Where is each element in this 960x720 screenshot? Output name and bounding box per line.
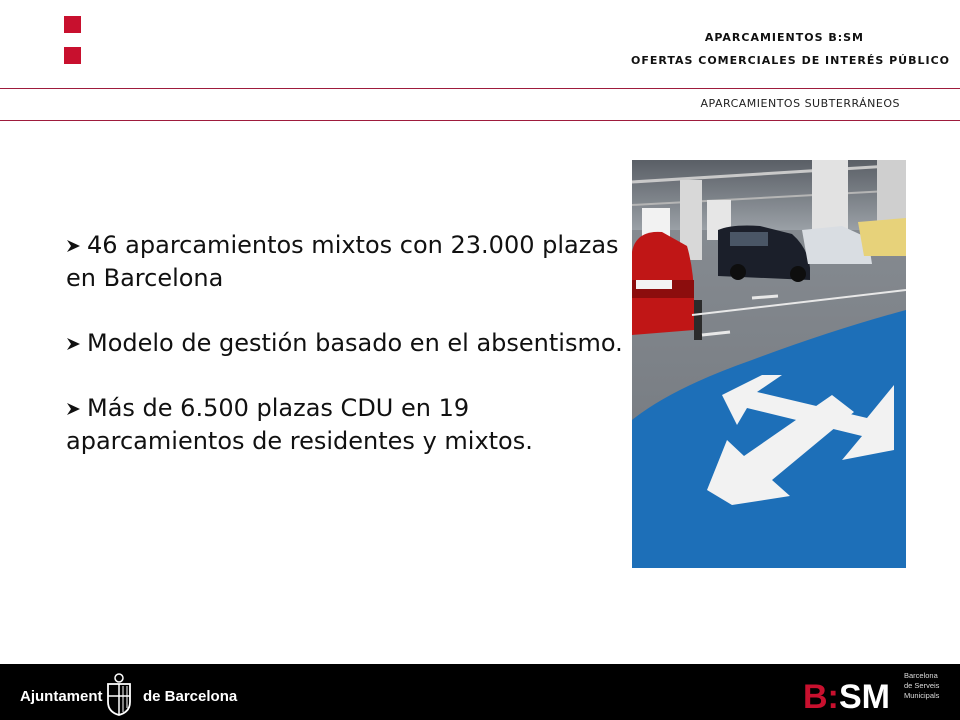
bsm-line-1: Barcelona	[904, 671, 938, 680]
parking-garage-photo	[632, 160, 906, 568]
bsm-line-2: de Serveis	[904, 681, 940, 690]
logo-square-bottom	[64, 47, 81, 64]
header-rule-bottom	[0, 120, 960, 121]
header-subtitle: OFERTAS COMERCIALES DE INTERÉS PÚBLICO	[630, 54, 950, 67]
bsm-logo	[803, 678, 895, 712]
section-title: APARCAMIENTOS SUBTERRÁNEOS	[700, 97, 900, 110]
arrow-bullet-icon	[66, 402, 81, 416]
arrow-bullet-icon	[66, 239, 81, 253]
arrow-bullet-icon	[66, 337, 81, 351]
header-rule-top	[0, 88, 960, 89]
bullet-list	[66, 229, 626, 490]
de-barcelona-text: de Barcelona	[143, 688, 238, 705]
header-title: APARCAMIENTOS B:SM	[704, 31, 864, 44]
bullet-item	[66, 392, 626, 458]
svg-text:B:: B:	[803, 678, 839, 712]
logo-square-top	[64, 16, 81, 33]
bullet-item	[66, 229, 626, 295]
bullet-text: Más de 6.500 plazas CDU en 19 aparcamientos de residentes y mixtos.	[66, 394, 533, 455]
bullet-text: Modelo de gestión basado en el absentismo.	[87, 329, 623, 357]
bsm-logo-text: SM	[839, 678, 890, 712]
barcelona-crest-icon	[102, 672, 136, 716]
ajuntament-text: Ajuntament	[20, 688, 103, 705]
bullet-text: 46 aparcamientos mixtos con 23.000 plazas en Barcelona	[66, 231, 619, 292]
footer-bar	[0, 664, 960, 720]
bsm-subtitle	[904, 671, 939, 701]
bsm-line-3: Municipals	[904, 691, 940, 700]
bullet-item	[66, 327, 626, 360]
